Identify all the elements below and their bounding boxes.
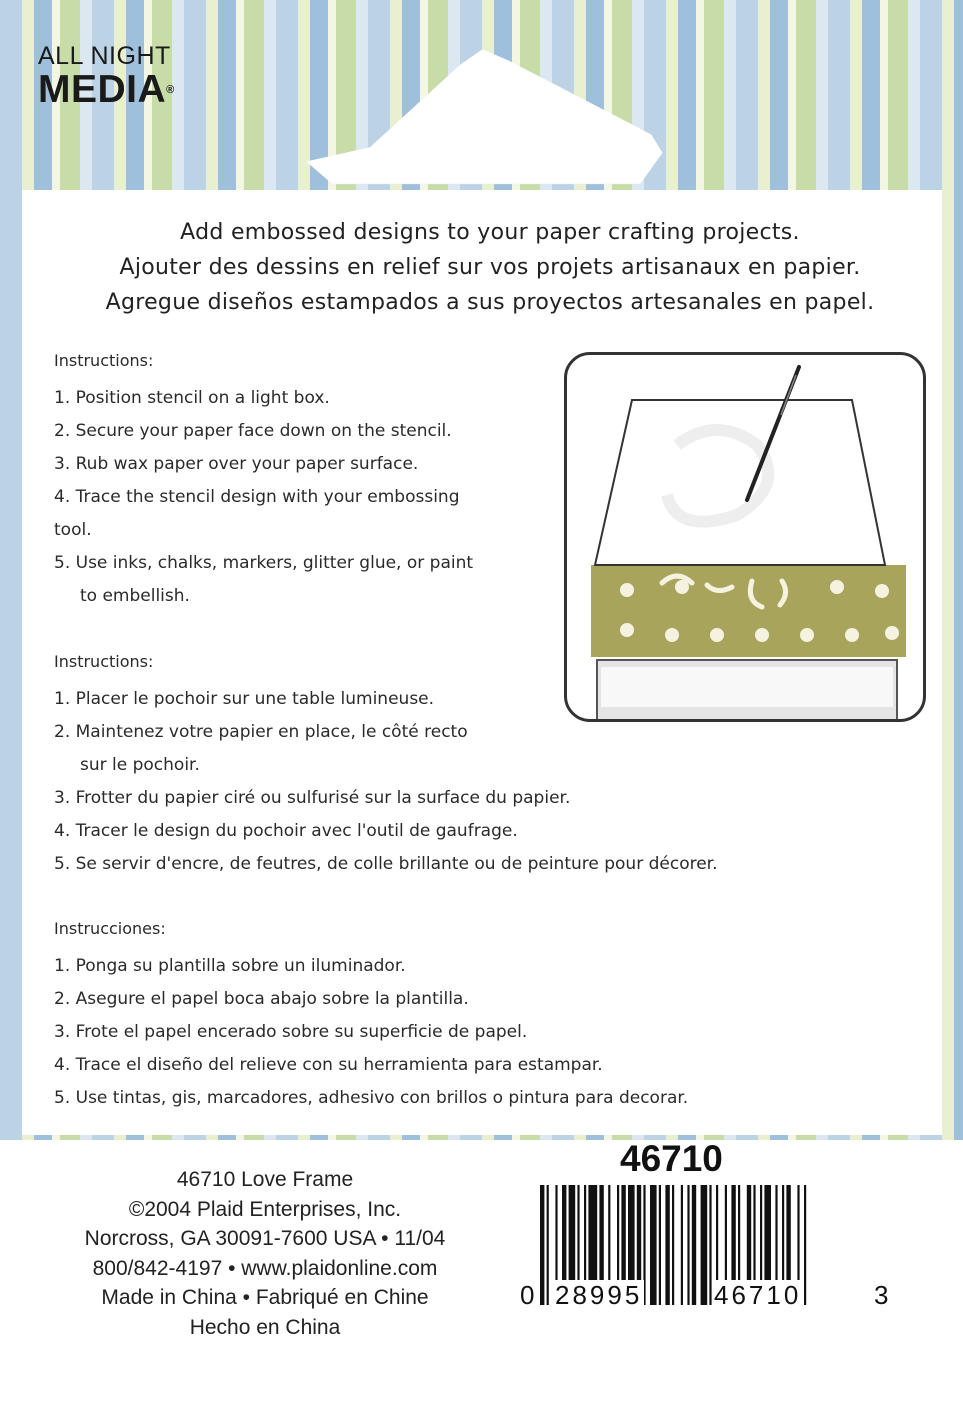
address: Norcross, GA 30091-7600 USA • 11/04 — [84, 1227, 446, 1250]
paper-sheet-icon — [595, 400, 885, 565]
barcode-bar — [665, 1185, 669, 1305]
tagline-es: Agregue diseños estampados a sus proyectos artesanales en papel. — [105, 290, 875, 315]
instruction-step: 1. Position stencil on a light box. — [54, 388, 330, 408]
barcode-first-digit: 0 — [520, 1280, 535, 1310]
instructions-header: Instrucciones: — [54, 919, 166, 938]
instruction-step: 3. Rub wax paper over your paper surface. — [54, 454, 419, 474]
instruction-step: 3. Frote el papel encerado sobre su superficie de papel. — [54, 1022, 528, 1042]
barcode-bar — [672, 1185, 674, 1305]
barcode-left-digits: 28995 — [555, 1280, 643, 1310]
taglines — [40, 215, 940, 320]
barcode-bar — [659, 1185, 661, 1305]
instructions-spanish — [54, 918, 874, 1115]
instructions-header: Instructions: — [54, 351, 154, 370]
origin: Made in China • Fabriqué en Chine — [101, 1286, 429, 1309]
instruction-step: 4. Trace the stencil design with your embossing — [54, 487, 460, 507]
sku-number: 46710 — [620, 1138, 723, 1179]
instruction-step-continued: to embellish. — [80, 586, 190, 606]
instruction-step-continued: tool. — [54, 520, 92, 540]
barcode-bar — [804, 1185, 806, 1305]
origin-es: Hecho en China — [189, 1315, 341, 1339]
instruction-step: 2. Asegure el papel boca abajo sobre la plantilla. — [54, 989, 469, 1009]
brand-line2 — [38, 70, 175, 110]
contact: 800/842-4197 • www.plaidonline.com — [92, 1256, 438, 1280]
brand-line1: ALL NIGHT — [38, 42, 171, 70]
barcode-right-digits: 46710 — [714, 1280, 802, 1310]
brand-line2-text: MEDIA — [38, 68, 167, 111]
instructions-english — [54, 350, 524, 613]
registered-mark: ® — [166, 84, 175, 96]
instruction-step: 5. Use tintas, gis, marcadores, adhesivo con brillos o pintura para decorar. — [54, 1088, 689, 1108]
stencil-sheet-icon — [591, 565, 906, 657]
instruction-step: 1. Ponga su plantilla sobre un iluminador. — [54, 956, 406, 976]
barcode-bar — [540, 1185, 544, 1305]
tagline-en: Add embossed designs to your paper crafting projects. — [180, 220, 800, 245]
barcode-bar — [650, 1185, 657, 1305]
copyright: ©2004 Plaid Enterprises, Inc. — [128, 1197, 402, 1221]
barcode-bar — [687, 1185, 689, 1305]
instruction-step: 2. Maintenez votre papier en place, le côté recto — [54, 722, 468, 742]
barcode-last-digit: 3 — [874, 1280, 889, 1310]
product-info — [30, 1165, 500, 1342]
barcode-bar — [547, 1185, 549, 1305]
instruction-step: 4. Trace el diseño del relieve con su herramienta para estampar. — [54, 1055, 603, 1075]
instruction-step: 4. Tracer le design du pochoir avec l'outil de gaufrage. — [54, 821, 518, 841]
tagline-fr: Ajouter des dessins en relief sur vos projets artisanaux en papier. — [119, 255, 861, 280]
instruction-step: 2. Secure your paper face down on the stencil. — [54, 421, 452, 441]
barcode-bar — [692, 1185, 696, 1305]
brand-logo — [38, 42, 175, 110]
instruction-step: 5. Se servir d'encre, de feutres, de colle brillante ou de peinture pour décorer. — [54, 854, 718, 874]
instruction-step: 3. Frotter du papier ciré ou sulfurisé sur la surface du papier. — [54, 788, 571, 808]
instructions-french — [54, 651, 874, 881]
barcode-bar — [701, 1185, 708, 1305]
instruction-step: 1. Placer le pochoir sur une table lumineuse. — [54, 689, 435, 709]
barcode-bar — [681, 1185, 683, 1305]
instruction-step-continued: sur le pochoir. — [80, 755, 200, 775]
instruction-step: 5. Use inks, chalks, markers, glitter glue, or paint — [54, 553, 474, 573]
product-name: 46710 Love Frame — [176, 1168, 354, 1191]
instructions-header: Instructions: — [54, 652, 154, 671]
